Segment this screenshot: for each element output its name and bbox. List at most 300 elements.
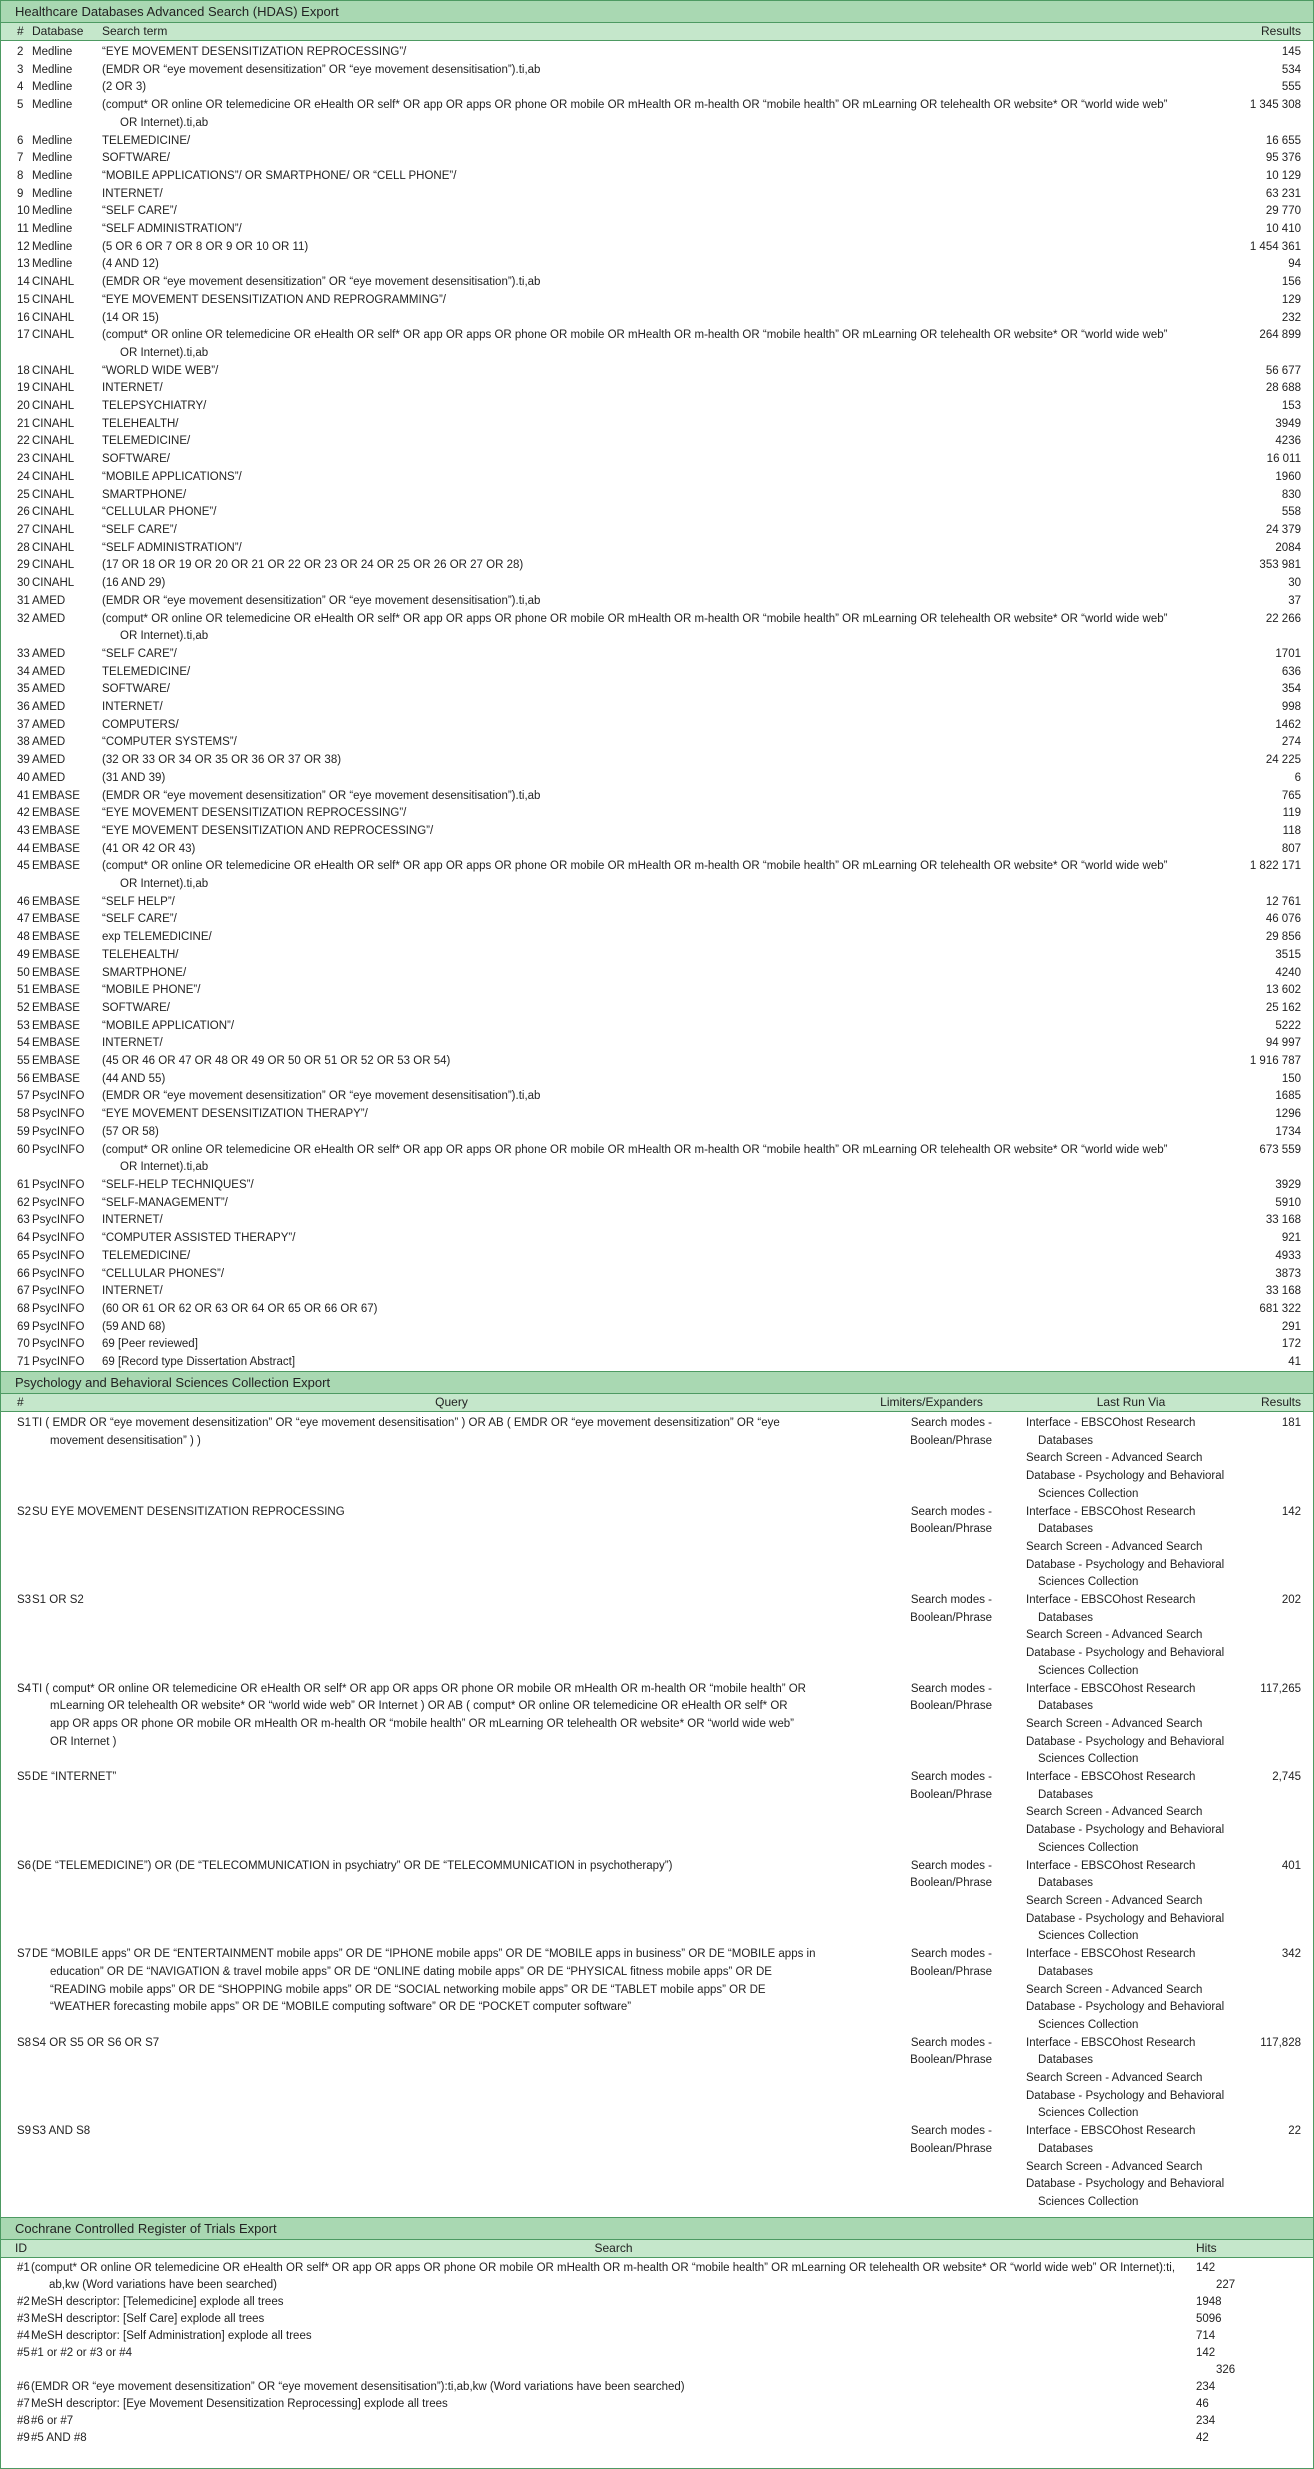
search-term-text: (comput* OR online OR telemedicine OR eHealth OR self* OR app OR apps OR phone OR mobile OR mHealth OR m-health OR “mobile health” OR mLearning OR telehealth OR website* OR “world wide web” — [102, 612, 1168, 625]
search-text: MeSH descriptor: [Self Administration] explode all trees — [31, 2330, 312, 2342]
table-row — [1, 557, 1313, 575]
search-term-text: “MOBILE PHONE”/ — [102, 984, 201, 997]
row-search-term — [102, 841, 1211, 859]
row-results: 10 129 — [1265, 169, 1301, 182]
header-results: Results — [1260, 24, 1301, 38]
table-row — [1, 2379, 1313, 2396]
row-number: 4 — [17, 81, 24, 94]
run-line: Databases — [1038, 1877, 1093, 1890]
row-database: AMED — [32, 701, 66, 714]
row-results: 673 559 — [1259, 1143, 1301, 1156]
row-results: 29 856 — [1265, 931, 1301, 944]
header-hits: Hits — [1196, 2241, 1217, 2255]
search-text: #5 AND #8 — [31, 2432, 87, 2444]
query-text: SU EYE MOVEMENT DESENSITIZATION REPROCESSING — [32, 1505, 345, 1518]
row-number: 17 — [17, 329, 30, 342]
row-database: PsycINFO — [32, 1285, 85, 1298]
search-term-text: (2 OR 3) — [102, 81, 147, 94]
table-row — [1, 593, 1313, 611]
row-number: 50 — [17, 966, 30, 979]
run-line: Database - Psychology and Behavioral — [1026, 1824, 1225, 1837]
row-number: 23 — [17, 453, 30, 466]
row-number: 26 — [17, 506, 30, 519]
row-number: 39 — [17, 754, 30, 767]
row-results: 1462 — [1275, 718, 1301, 731]
search-term-text: (44 AND 55) — [102, 1072, 166, 1085]
table-row — [1, 2396, 1313, 2413]
search-term-text: (60 OR 61 OR 62 OR 63 OR 64 OR 65 OR 66 OR 67) — [102, 1302, 378, 1315]
search-term-text: INTERNET/ — [102, 382, 163, 395]
table-body — [1, 41, 1313, 1372]
search-term-text: INTERNET/ — [102, 701, 163, 714]
limiters-line: Search modes - — [910, 1859, 992, 1872]
run-line: Sciences Collection — [1038, 1487, 1139, 1500]
table-row — [1, 1053, 1313, 1071]
table-row — [1, 186, 1313, 204]
row-number: 49 — [17, 948, 30, 961]
table-row — [1, 150, 1313, 168]
table-row — [1, 929, 1313, 947]
row-search-term — [102, 1195, 1211, 1213]
hits-value: 234 — [1196, 2415, 1216, 2427]
header-search: Search — [594, 2241, 633, 2255]
table-row — [1, 1336, 1313, 1354]
row-query — [31, 1415, 871, 1450]
row-search-term — [102, 363, 1211, 381]
row-number: 9 — [17, 187, 24, 200]
row-search-term — [102, 611, 1211, 646]
row-search-term — [102, 929, 1211, 947]
limiters-line: Search modes - — [910, 2125, 992, 2138]
limiters-line: Boolean/Phrase — [910, 1877, 992, 1890]
run-line: Databases — [1038, 2054, 1093, 2067]
search-term-text: (14 OR 15) — [102, 311, 159, 324]
table-row — [1, 1301, 1313, 1319]
search-term-text: “MOBILE APPLICATIONS”/ — [102, 470, 242, 483]
run-line: Databases — [1038, 1611, 1093, 1624]
row-number: 10 — [17, 205, 30, 218]
table-row — [1, 1319, 1313, 1337]
row-search-term — [102, 557, 1211, 575]
row-database: EMBASE — [32, 966, 80, 979]
row-number: S2 — [17, 1505, 32, 1518]
row-number: S4 — [17, 1682, 32, 1695]
search-term-text: “MOBILE APPLICATION”/ — [102, 1019, 235, 1032]
run-line: Database - Psychology and Behavioral — [1026, 1558, 1225, 1571]
row-query — [31, 2123, 871, 2141]
search-term-text: (57 OR 58) — [102, 1125, 159, 1138]
row-search-term — [102, 97, 1211, 132]
row-database: CINAHL — [32, 559, 75, 572]
row-database: AMED — [32, 612, 66, 625]
run-line: Interface - EBSCOhost Research — [1026, 2036, 1196, 2049]
limiters-line: Search modes - — [910, 1948, 992, 1961]
search-text: #6 or #7 — [31, 2415, 74, 2427]
row-database: PsycINFO — [32, 1196, 85, 1209]
row-results: 95 376 — [1265, 152, 1301, 165]
row-number: 46 — [17, 895, 30, 908]
row-search-term — [102, 79, 1211, 97]
search-term-text: INTERNET/ — [102, 1285, 163, 1298]
table-row — [1, 310, 1313, 328]
row-number: 31 — [17, 594, 30, 607]
row-search-term — [102, 1319, 1211, 1337]
limiters-line: Search modes - — [910, 1771, 992, 1784]
row-search-term — [102, 734, 1211, 752]
row-results: 16 011 — [1266, 453, 1301, 466]
run-line: Database - Psychology and Behavioral — [1026, 2001, 1225, 2014]
row-search — [31, 2345, 1196, 2362]
table-row — [1, 522, 1313, 540]
row-results: 1 822 171 — [1249, 860, 1301, 873]
row-search-term — [102, 1212, 1211, 1230]
row-limiters — [871, 1769, 996, 1804]
row-last-run-via — [996, 1769, 1236, 1858]
row-number: 5 — [17, 99, 24, 112]
search-term-text: “COMPUTER SYSTEMS”/ — [102, 736, 237, 749]
table-row — [1, 469, 1313, 487]
run-line: Databases — [1038, 1965, 1093, 1978]
row-number: 15 — [17, 293, 30, 306]
row-hits — [1196, 2413, 1311, 2430]
row-number: 69 — [17, 1320, 30, 1333]
row-hits — [1196, 2396, 1311, 2413]
table-row — [1, 1106, 1313, 1124]
row-database: CINAHL — [32, 488, 75, 501]
row-results: 558 — [1281, 506, 1301, 519]
table-row — [1, 274, 1313, 292]
row-search-term — [102, 947, 1211, 965]
row-limiters — [871, 1592, 996, 1627]
row-number: 34 — [17, 665, 30, 678]
row-number: 66 — [17, 1267, 30, 1280]
row-database: EMBASE — [32, 948, 80, 961]
row-database: EMBASE — [32, 895, 80, 908]
row-id: #4 — [17, 2330, 30, 2342]
table-row — [1, 1212, 1313, 1230]
row-id: #5 — [17, 2347, 30, 2359]
row-results: 1685 — [1275, 1090, 1301, 1103]
row-number: 13 — [17, 258, 30, 271]
search-term-text: “EYE MOVEMENT DESENSITIZATION AND REPROGRAMMING”/ — [102, 293, 446, 306]
row-query — [31, 2035, 871, 2053]
query-text: DE “INTERNET” — [32, 1771, 117, 1784]
row-search-term — [102, 1354, 1211, 1372]
header-limiters: Limiters/Expanders — [880, 1395, 983, 1409]
row-database: Medline — [32, 258, 73, 271]
table-row — [1, 363, 1313, 381]
query-continuation: “READING mobile apps” OR DE “SHOPPING mobile apps” OR DE “SOCIAL networking mobile apps” OR DE “TABLET mobile apps” OR DE — [50, 1983, 766, 1996]
row-results: 117,265 — [1260, 1682, 1301, 1695]
row-hits — [1196, 2379, 1311, 2396]
row-search-term — [102, 911, 1211, 929]
row-results: 117,828 — [1260, 2036, 1301, 2049]
row-number: 71 — [17, 1356, 30, 1369]
row-results: 534 — [1281, 63, 1301, 76]
table-row — [1, 1946, 1313, 2035]
row-number: 6 — [17, 134, 24, 147]
run-line: Interface - EBSCOhost Research — [1026, 1771, 1196, 1784]
run-line: Interface - EBSCOhost Research — [1026, 1594, 1196, 1607]
row-search-term — [102, 664, 1211, 682]
run-line: Database - Psychology and Behavioral — [1026, 1735, 1225, 1748]
hits-value: 234 — [1196, 2381, 1216, 2393]
row-search-term — [102, 522, 1211, 540]
row-database: Medline — [32, 63, 73, 76]
row-database: AMED — [32, 665, 66, 678]
run-line: Databases — [1038, 1434, 1093, 1447]
row-database: CINAHL — [32, 506, 75, 519]
search-term-text: SOFTWARE/ — [102, 683, 170, 696]
row-results: 12 761 — [1265, 895, 1301, 908]
search-term-text: “COMPUTER ASSISTED THERAPY”/ — [102, 1232, 296, 1245]
limiters-line: Boolean/Phrase — [910, 1611, 992, 1624]
search-term-text: 69 [Record type Dissertation Abstract] — [102, 1356, 296, 1369]
table-row — [1, 398, 1313, 416]
table-row — [1, 221, 1313, 239]
search-term-text: INTERNET/ — [102, 1214, 163, 1227]
row-results: 354 — [1281, 683, 1301, 696]
table-row — [1, 717, 1313, 735]
row-search-term — [102, 1336, 1211, 1354]
row-number: 53 — [17, 1019, 30, 1032]
row-search-term — [102, 681, 1211, 699]
row-database: AMED — [32, 647, 66, 660]
run-line: Interface - EBSCOhost Research — [1026, 1505, 1196, 1518]
row-search-term — [102, 1230, 1211, 1248]
table-row — [1, 380, 1313, 398]
row-results: 765 — [1281, 789, 1301, 802]
row-database: AMED — [32, 683, 66, 696]
table-row — [1, 1230, 1313, 1248]
table-row — [1, 2413, 1313, 2430]
row-number: 29 — [17, 559, 30, 572]
limiters-line: Boolean/Phrase — [910, 1700, 992, 1713]
search-term-text: “SELF HELP”/ — [102, 895, 175, 908]
table-row — [1, 1018, 1313, 1036]
row-results: 46 076 — [1265, 913, 1301, 926]
row-number: 60 — [17, 1143, 30, 1156]
row-results: 2,745 — [1272, 1771, 1301, 1784]
row-search-term — [102, 1266, 1211, 1284]
table-row — [1, 805, 1313, 823]
row-search-term — [102, 221, 1211, 239]
table-row — [1, 1681, 1313, 1770]
limiters-line: Boolean/Phrase — [910, 2142, 992, 2155]
header-num: # — [17, 24, 24, 38]
hits-value: 5096 — [1196, 2313, 1222, 2325]
query-continuation: movement desensitisation” ) ) — [50, 1434, 201, 1447]
row-search-term — [102, 1018, 1211, 1036]
table-row — [1, 1088, 1313, 1106]
row-number: 62 — [17, 1196, 30, 1209]
table-row — [1, 1266, 1313, 1284]
row-database: CINAHL — [32, 276, 75, 289]
row-database: AMED — [32, 718, 66, 731]
row-database: Medline — [32, 134, 73, 147]
search-term-text: SOFTWARE/ — [102, 453, 170, 466]
row-search-term — [102, 310, 1211, 328]
table-row — [1, 2430, 1313, 2447]
limiters-line: Search modes - — [910, 1594, 992, 1607]
row-query — [31, 1946, 871, 2017]
row-search-term — [102, 1283, 1211, 1301]
query-text: DE “MOBILE apps” OR DE “ENTERTAINMENT mobile apps” OR DE “IPHONE mobile apps” OR DE “MOBILE apps in business” OR DE “MOBILE apps in — [32, 1948, 816, 1961]
row-results: 63 231 — [1265, 187, 1301, 200]
row-search-term — [102, 858, 1211, 893]
search-term-text: “SELF CARE”/ — [102, 523, 177, 536]
header-last-run-via: Last Run Via — [1096, 1395, 1166, 1409]
search-term-text: COMPUTERS/ — [102, 718, 179, 731]
search-term-text: (45 OR 46 OR 47 OR 48 OR 49 OR 50 OR 51 OR 52 OR 53 OR 54) — [102, 1055, 451, 1068]
search-term-text: SMARTPHONE/ — [102, 488, 187, 501]
table-row — [1, 947, 1313, 965]
search-term-text: (comput* OR online OR telemedicine OR eHealth OR self* OR app OR apps OR phone OR mobile OR mHealth OR m-health OR “mobile health” OR mLearning OR telehealth OR website* OR “world wide web” — [102, 860, 1168, 873]
search-term-text: “CELLULAR PHONE”/ — [102, 506, 217, 519]
row-number: 58 — [17, 1108, 30, 1121]
row-number: S8 — [17, 2036, 32, 2049]
row-number: 2 — [17, 46, 24, 58]
row-results: 94 997 — [1265, 1037, 1301, 1050]
row-results: 202 — [1281, 1594, 1301, 1607]
search-term-text: “SELF CARE”/ — [102, 205, 177, 218]
row-search-term — [102, 398, 1211, 416]
row-results: 33 168 — [1265, 1285, 1301, 1298]
row-results: 5910 — [1275, 1196, 1301, 1209]
row-search-term — [102, 1106, 1211, 1124]
search-term-text: “WORLD WIDE WEB”/ — [102, 364, 219, 377]
row-results: 998 — [1281, 701, 1301, 714]
row-last-run-via — [996, 2123, 1236, 2212]
row-results: 10 410 — [1265, 223, 1301, 236]
table-row — [1, 203, 1313, 221]
header-num: # — [17, 1395, 24, 1409]
table-row — [1, 1177, 1313, 1195]
row-hits — [1196, 2328, 1311, 2345]
query-text: TI ( comput* OR online OR telemedicine OR eHealth OR self* OR app OR apps OR phone OR mobile OR mHealth OR m-health OR “mobile health” OR — [32, 1682, 806, 1695]
row-id: #7 — [17, 2398, 30, 2410]
search-term-text: (31 AND 39) — [102, 771, 166, 784]
row-number: 57 — [17, 1090, 30, 1103]
run-line: Search Screen - Advanced Search — [1026, 1452, 1203, 1465]
row-results: 22 266 — [1265, 612, 1301, 625]
row-search-term — [102, 469, 1211, 487]
row-search-term — [102, 965, 1211, 983]
run-line: Interface - EBSCOhost Research — [1026, 2125, 1196, 2138]
row-search-term — [102, 770, 1211, 788]
row-results: 2084 — [1275, 541, 1301, 554]
search-term-text: “SELF ADMINISTRATION”/ — [102, 541, 242, 554]
row-search-term — [102, 540, 1211, 558]
row-last-run-via — [996, 1858, 1236, 1947]
row-search-term — [102, 433, 1211, 451]
table-row — [1, 982, 1313, 1000]
row-results: 353 981 — [1259, 559, 1301, 572]
search-term-continuation: OR Internet).ti,ab — [120, 1161, 209, 1174]
run-line: Database - Psychology and Behavioral — [1026, 1647, 1225, 1660]
query-text: S1 OR S2 — [32, 1594, 84, 1607]
row-number: 16 — [17, 311, 30, 324]
row-database: Medline — [32, 169, 73, 182]
row-hits — [1196, 2345, 1311, 2379]
search-term-text: (59 AND 68) — [102, 1320, 166, 1333]
limiters-line: Boolean/Phrase — [910, 1434, 992, 1447]
row-results: 181 — [1281, 1417, 1301, 1429]
row-database: EMBASE — [32, 984, 80, 997]
run-line: Interface - EBSCOhost Research — [1026, 1859, 1196, 1872]
row-results: 28 688 — [1265, 382, 1301, 395]
table-row — [1, 1142, 1313, 1177]
table-row — [1, 611, 1313, 646]
search-term-text: “EYE MOVEMENT DESENSITIZATION REPROCESSING”/ — [102, 46, 407, 58]
row-search-term — [102, 982, 1211, 1000]
row-search-term — [102, 788, 1211, 806]
row-results: 13 602 — [1265, 984, 1301, 997]
search-term-text: (EMDR OR “eye movement desensitization” OR “eye movement desensitisation”).ti,ab — [102, 789, 541, 802]
table-row — [1, 327, 1313, 362]
row-search — [31, 2379, 1196, 2396]
limiters-line: Search modes - — [910, 2036, 992, 2049]
row-number: 30 — [17, 577, 30, 590]
row-results: 172 — [1281, 1338, 1301, 1351]
row-search-term — [102, 504, 1211, 522]
hits-value-secondary: 227 — [1216, 2279, 1236, 2291]
row-database: EMBASE — [32, 789, 80, 802]
header-search-term: Search term — [102, 24, 168, 38]
row-number: 63 — [17, 1214, 30, 1227]
row-number: 18 — [17, 364, 30, 377]
row-id: #2 — [17, 2296, 30, 2308]
row-results: 232 — [1281, 311, 1301, 324]
row-search-term — [102, 168, 1211, 186]
row-search-term — [102, 274, 1211, 292]
row-search-term — [102, 186, 1211, 204]
hits-value: 46 — [1196, 2398, 1209, 2410]
row-search-term — [102, 1035, 1211, 1053]
row-search-term — [102, 451, 1211, 469]
row-database: AMED — [32, 594, 66, 607]
search-text: MeSH descriptor: [Eye Movement Desensitization Reprocessing] explode all trees — [31, 2398, 448, 2410]
row-number: 28 — [17, 541, 30, 554]
row-number: 3 — [17, 63, 24, 76]
table-row — [1, 823, 1313, 841]
row-database: EMBASE — [32, 807, 80, 820]
limiters-line: Boolean/Phrase — [910, 1965, 992, 1978]
table-row — [1, 734, 1313, 752]
row-search — [31, 2413, 1196, 2430]
row-number: S7 — [17, 1948, 32, 1961]
row-number: 70 — [17, 1338, 30, 1351]
run-line: Sciences Collection — [1038, 1841, 1139, 1854]
row-search-term — [102, 1053, 1211, 1071]
table-row — [1, 2328, 1313, 2345]
search-term-text: TELEHEALTH/ — [102, 417, 179, 430]
query-continuation: “WEATHER forecasting mobile apps” OR DE “MOBILE computing software” OR DE “POCKET computer software” — [50, 2001, 632, 2014]
table-row — [1, 504, 1313, 522]
table-row — [1, 487, 1313, 505]
table-row — [1, 2311, 1313, 2328]
row-database: EMBASE — [32, 1072, 80, 1085]
row-database: EMBASE — [32, 1019, 80, 1032]
row-results: 153 — [1281, 400, 1301, 413]
query-continuation: mLearning OR telehealth OR website* OR “world wide web” OR Internet ) OR AB ( comput* OR online OR telemedicine OR eHealth OR self* OR — [50, 1700, 788, 1713]
row-hits — [1196, 2260, 1311, 2294]
header-query: Query — [435, 1395, 468, 1409]
row-database: PsycINFO — [32, 1267, 85, 1280]
table-row — [1, 911, 1313, 929]
header-id: ID — [15, 2241, 27, 2255]
row-database: PsycINFO — [32, 1143, 85, 1156]
